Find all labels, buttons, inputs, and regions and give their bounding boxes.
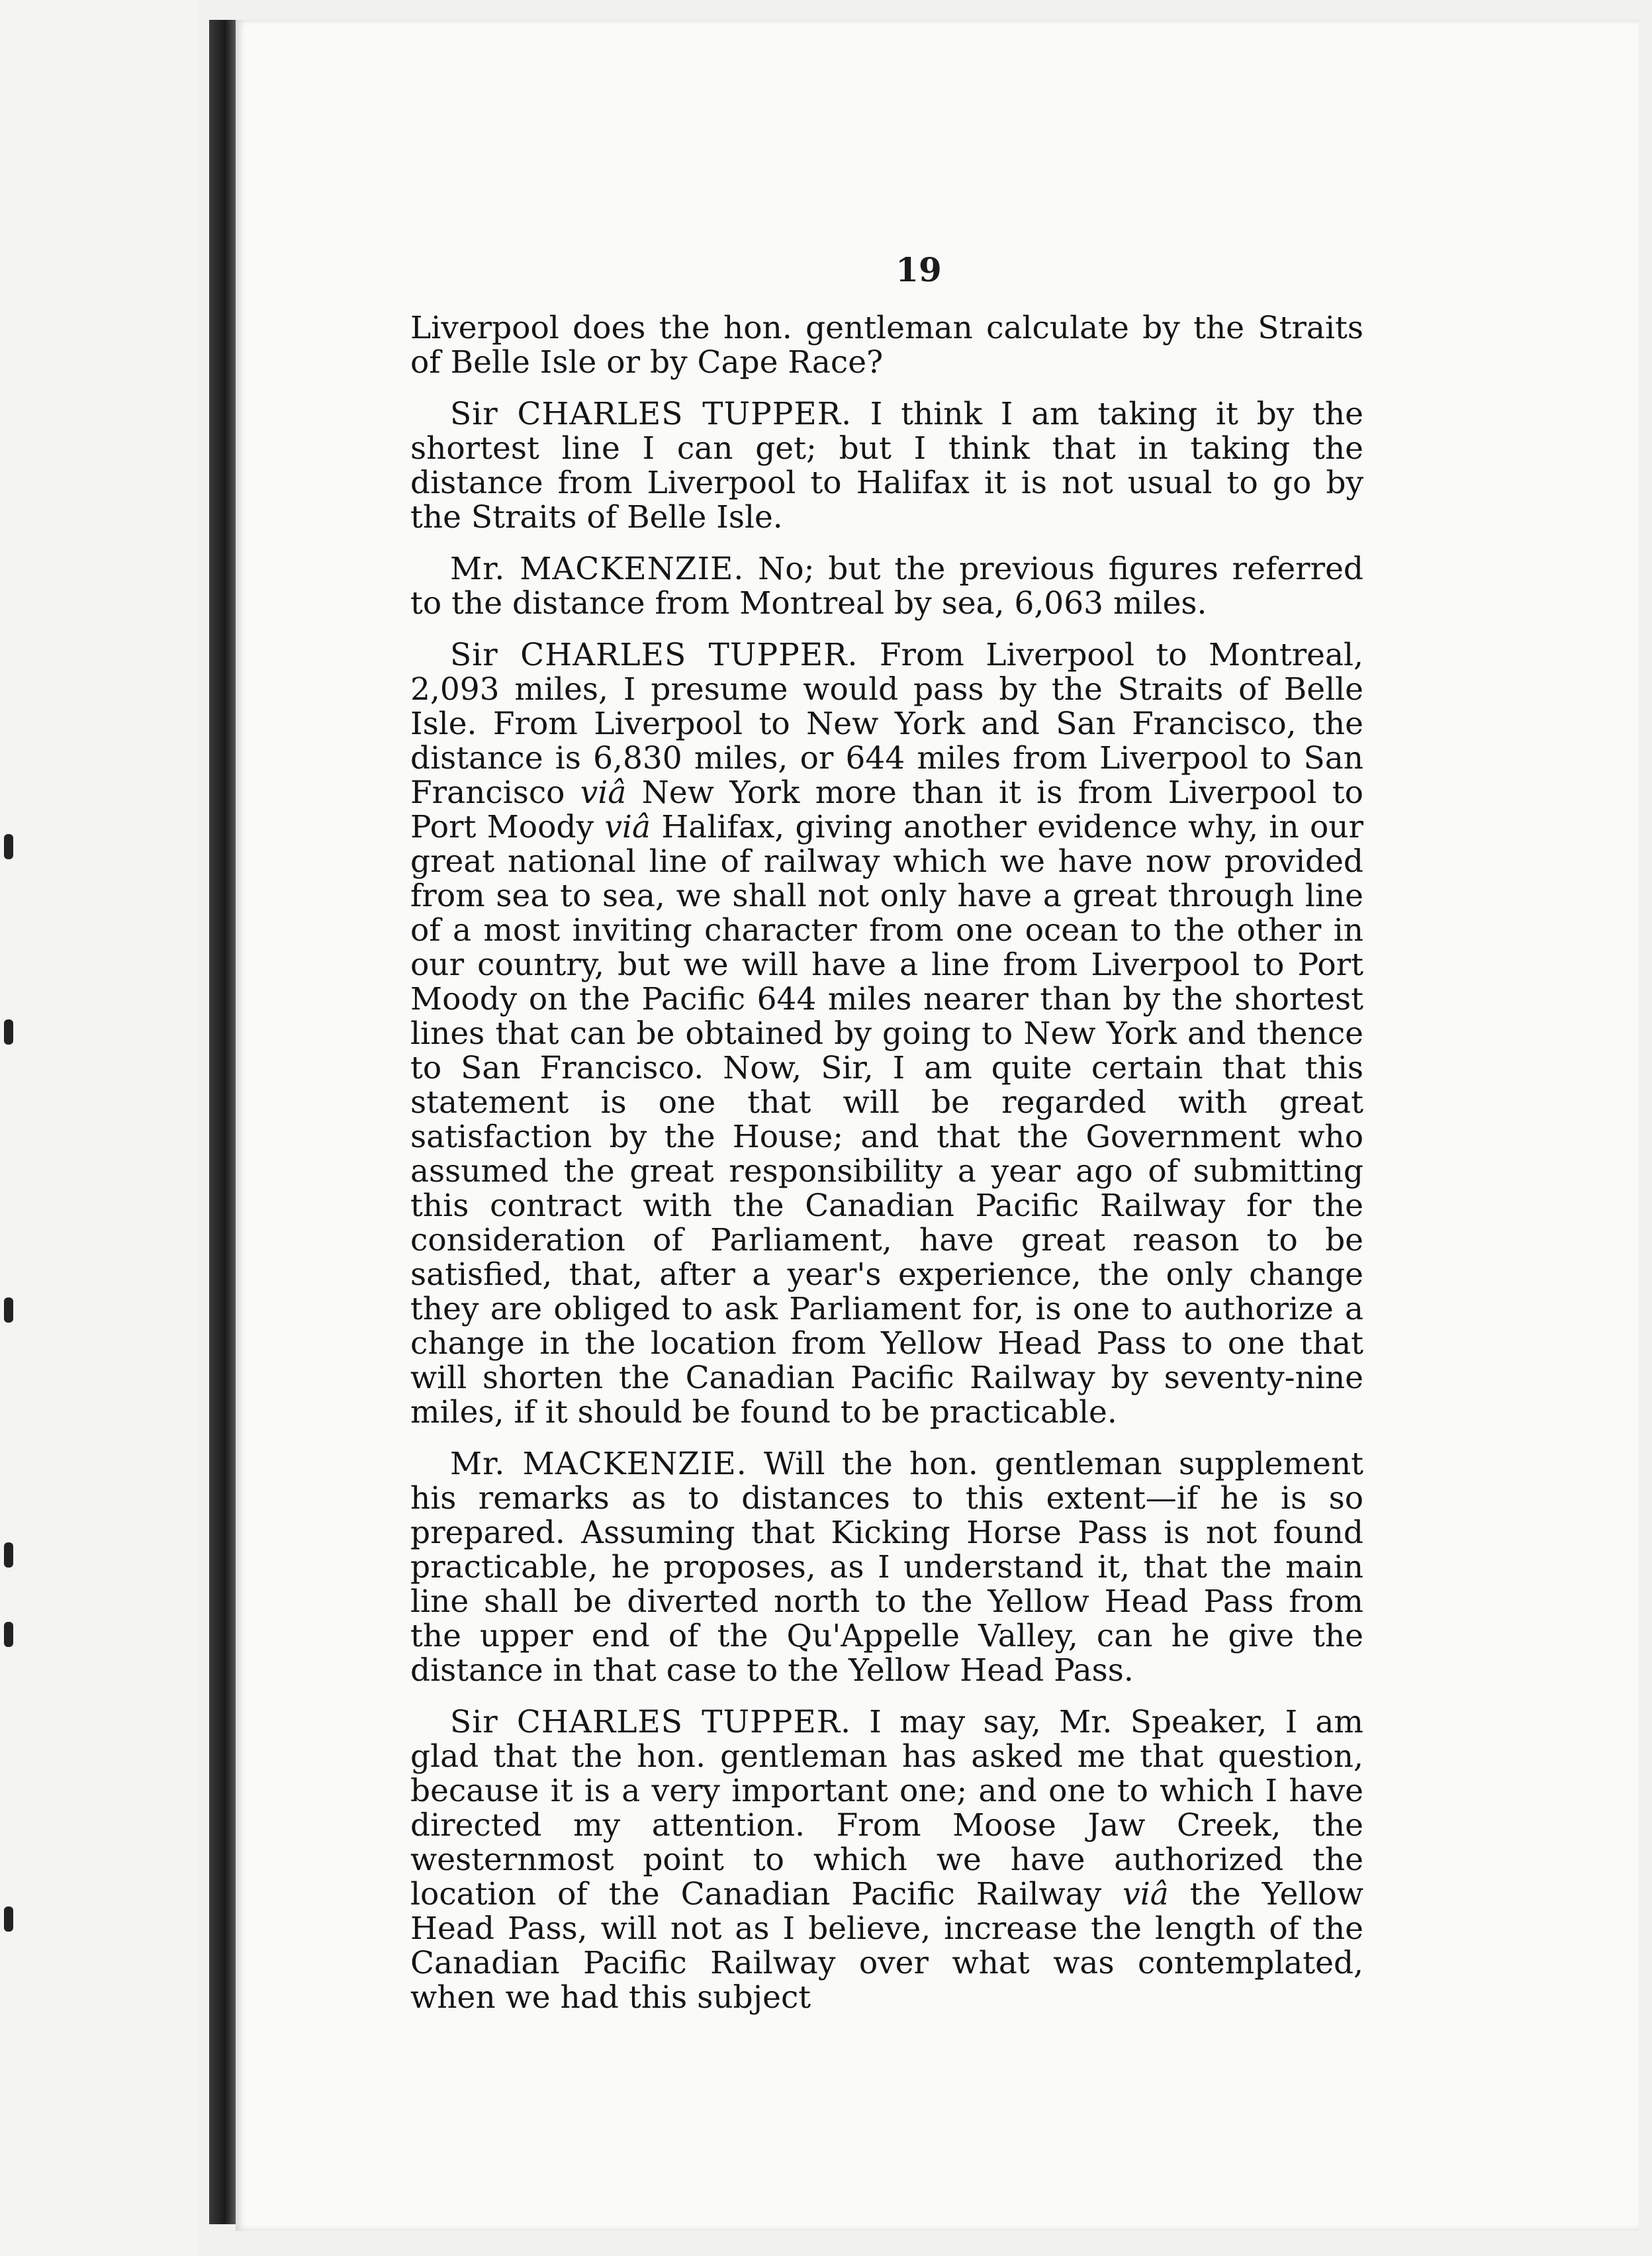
italic-via: viâ [580, 775, 627, 811]
paragraph-text: From Liverpool to Montreal, 2,093 miles, I presume would pass by the Straits of Belle Isle. From Liverpool to New York and San Francisco, the distance is 6,830 miles, or 644 miles from Liverpool to San Francisco [410, 637, 1363, 811]
paragraph-text: Halifax, giving another evidence why, in our great national line of railway which we have now provided from sea to sea, we shall not only have a great through line of a most inviting character from one ocean to the other in our country, but we will have a line from Liverpool to Port Moody on the Pacific 644 miles nearer than by the shortest lines that can be obtained by going to New York and thence to San Francisco. Now, Sir, I am quite certain that this statement is one that will be regarded with great satisfaction by the House; and that the Government who assumed the great responsibility a year ago of submitting this contract with the Canadian Pacific Railway for the consideration of Parliament, have great reason to be satisfied, that, after a year's experience, the only change they are obliged to ask Parliament for, is one to authorize a change in the location from Yellow Head Pass to one that will shorten the Canadian Pacific Railway by seventy-nine miles, if it should be found to be practicable. [410, 809, 1364, 1431]
italic-via: viâ [604, 809, 651, 845]
paragraph-text: the Yellow Head Pass, will not as I believe, increase the length of the Canadian Pacific Railway over what was contemplated, when we had this subject [410, 1876, 1363, 2016]
facing-page-edge [0, 0, 199, 2256]
paragraph-text: New York more than it is from Liverpool to Port Moody [410, 775, 1363, 845]
speaker-name: Mr. MACKENZIE. [450, 551, 745, 587]
paragraph-continuation [410, 311, 1363, 380]
speaker-name: Sir CHARLES TUPPER. [450, 637, 858, 673]
italic-via: viâ [1123, 1876, 1169, 1912]
speaker-name: Mr. MACKENZIE. [450, 1446, 747, 1482]
left-edge-marks [0, 0, 20, 2256]
paragraph-tupper-2 [410, 638, 1363, 1430]
paragraph-text: No; but the previous figures referred to the distance from Montreal by sea, 6,063 miles. [410, 551, 1363, 622]
paragraph-tupper-3 [410, 1705, 1363, 2015]
paragraph-text: I think I am taking it by the shortest line I can get; but I think that in taking the distance from Liverpool to Halifax it is not usual to go by the Straits of Belle Isle. [410, 396, 1363, 536]
speaker-name: Sir CHARLES TUPPER. [450, 396, 852, 432]
paragraph-tupper-1 [410, 397, 1363, 535]
paragraph-text: I may say, Mr. Speaker, I am glad that the hon. gentleman has asked me that question, because it is a very important one; and one to which I have directed my attention. From Moose Jaw Creek, the westernmost point to which we have authorized the location of the Canadian Pacific Railway [410, 1704, 1364, 1912]
paragraph-text: Will the hon. gentleman supplement his remarks as to distances to this extent—if he is so prepared. Assuming that Kicking Horse Pass is not found practicable, he proposes, as I understand it, that the main line shall be diverted north to the Yellow Head Pass from the upper end of the Qu'Appelle Valley, can he give the distance in that case to the Yellow Head Pass. [410, 1446, 1363, 1689]
speaker-name: Sir CHARLES TUPPER. [450, 1704, 852, 1740]
paragraph-text: Liverpool does the hon. gentleman calculate by the Straits of Belle Isle or by Cape Race? [410, 310, 1363, 381]
paragraph-mackenzie-1 [410, 552, 1363, 621]
body-text [410, 311, 1363, 2032]
paragraph-mackenzie-2 [410, 1447, 1363, 1688]
page-number: 19 [895, 250, 942, 289]
book-spine [209, 20, 236, 2224]
